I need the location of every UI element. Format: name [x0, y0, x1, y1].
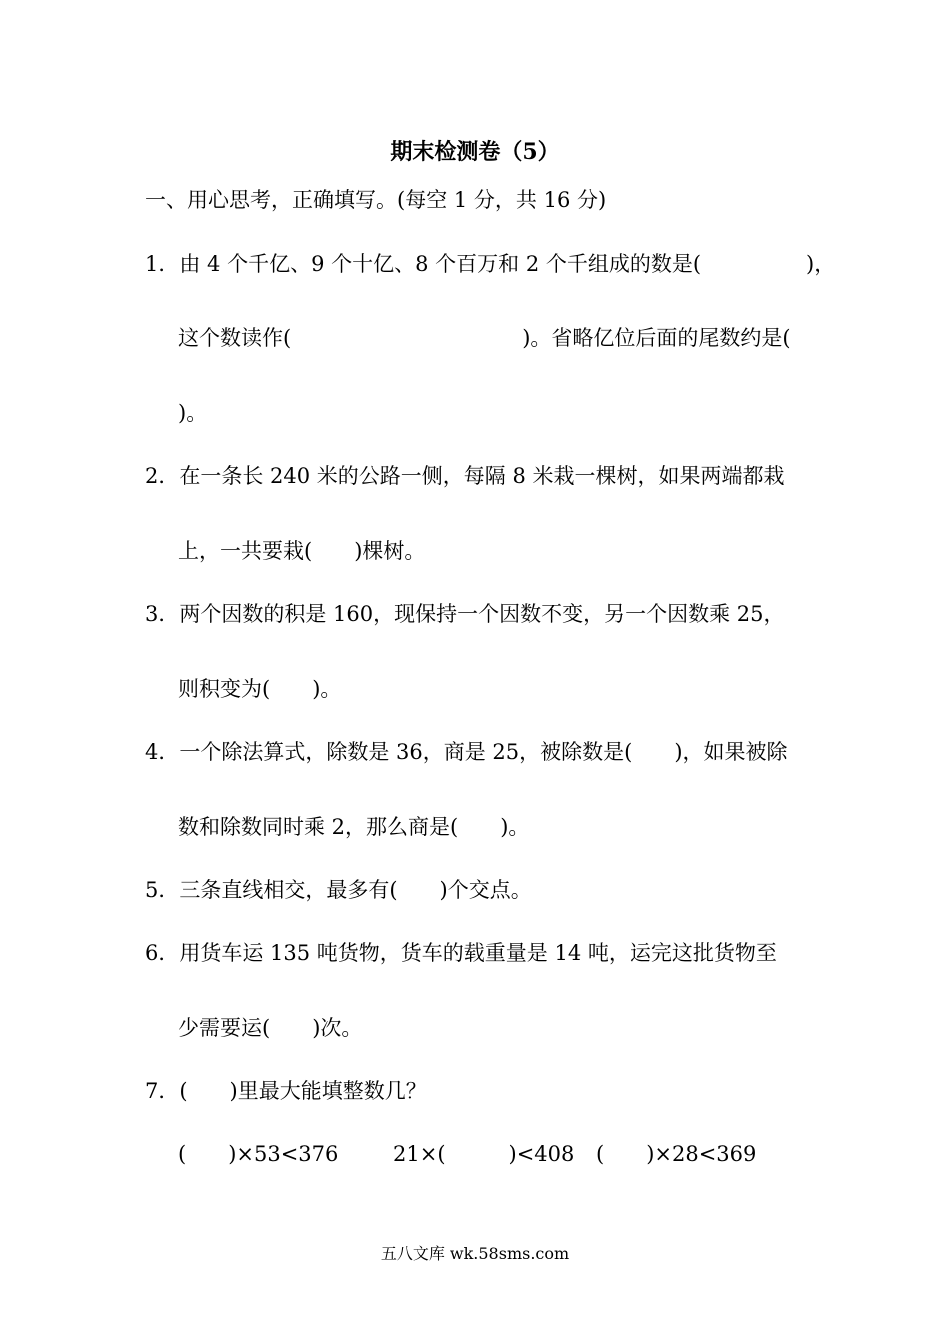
question-7-expression-1: ( )×53<376: [178, 1142, 339, 1166]
question-1-line-3: )。: [178, 401, 208, 425]
question-3-line-2: 则积变为( )。: [178, 677, 342, 701]
question-7-expression-2: 21×( )<408: [393, 1142, 575, 1166]
question-4-line-1: 4．一个除法算式，除数是 36，商是 25，被除数是( )，如果被除: [145, 740, 788, 764]
question-2-line-1: 2．在一条长 240 米的公路一侧，每隔 8 米栽一棵树，如果两端都栽: [145, 464, 785, 488]
question-7-expression-3: ( )×28<369: [596, 1142, 757, 1166]
question-3-line-1: 3．两个因数的积是 160，现保持一个因数不变，另一个因数乘 25，: [145, 602, 785, 626]
question-1-line-1: 1．由 4 个千亿、9 个十亿、8 个百万和 2 个千组成的数是( )，: [145, 252, 836, 276]
question-1-line-2: 这个数读作( )。省略亿位后面的尾数约是(: [178, 326, 791, 350]
page-title: 期末检测卷（5）: [390, 139, 560, 165]
question-7-line-1: 7．( )里最大能填整数几？: [145, 1079, 427, 1103]
question-5-line-1: 5．三条直线相交，最多有( )个交点。: [145, 878, 532, 902]
section-heading: 一、用心思考，正确填写。(每空 1 分，共 16 分): [145, 188, 607, 212]
footer-watermark: 五八文库 wk.58sms.com: [380, 1244, 570, 1263]
question-4-line-2: 数和除数同时乘 2，那么商是( )。: [178, 815, 530, 839]
question-6-line-1: 6．用货车运 135 吨货物，货车的载重量是 14 吨，运完这批货物至: [145, 941, 777, 965]
question-6-line-2: 少需要运( )次。: [178, 1016, 363, 1040]
question-2-line-2: 上，一共要栽( )棵树。: [178, 539, 426, 563]
